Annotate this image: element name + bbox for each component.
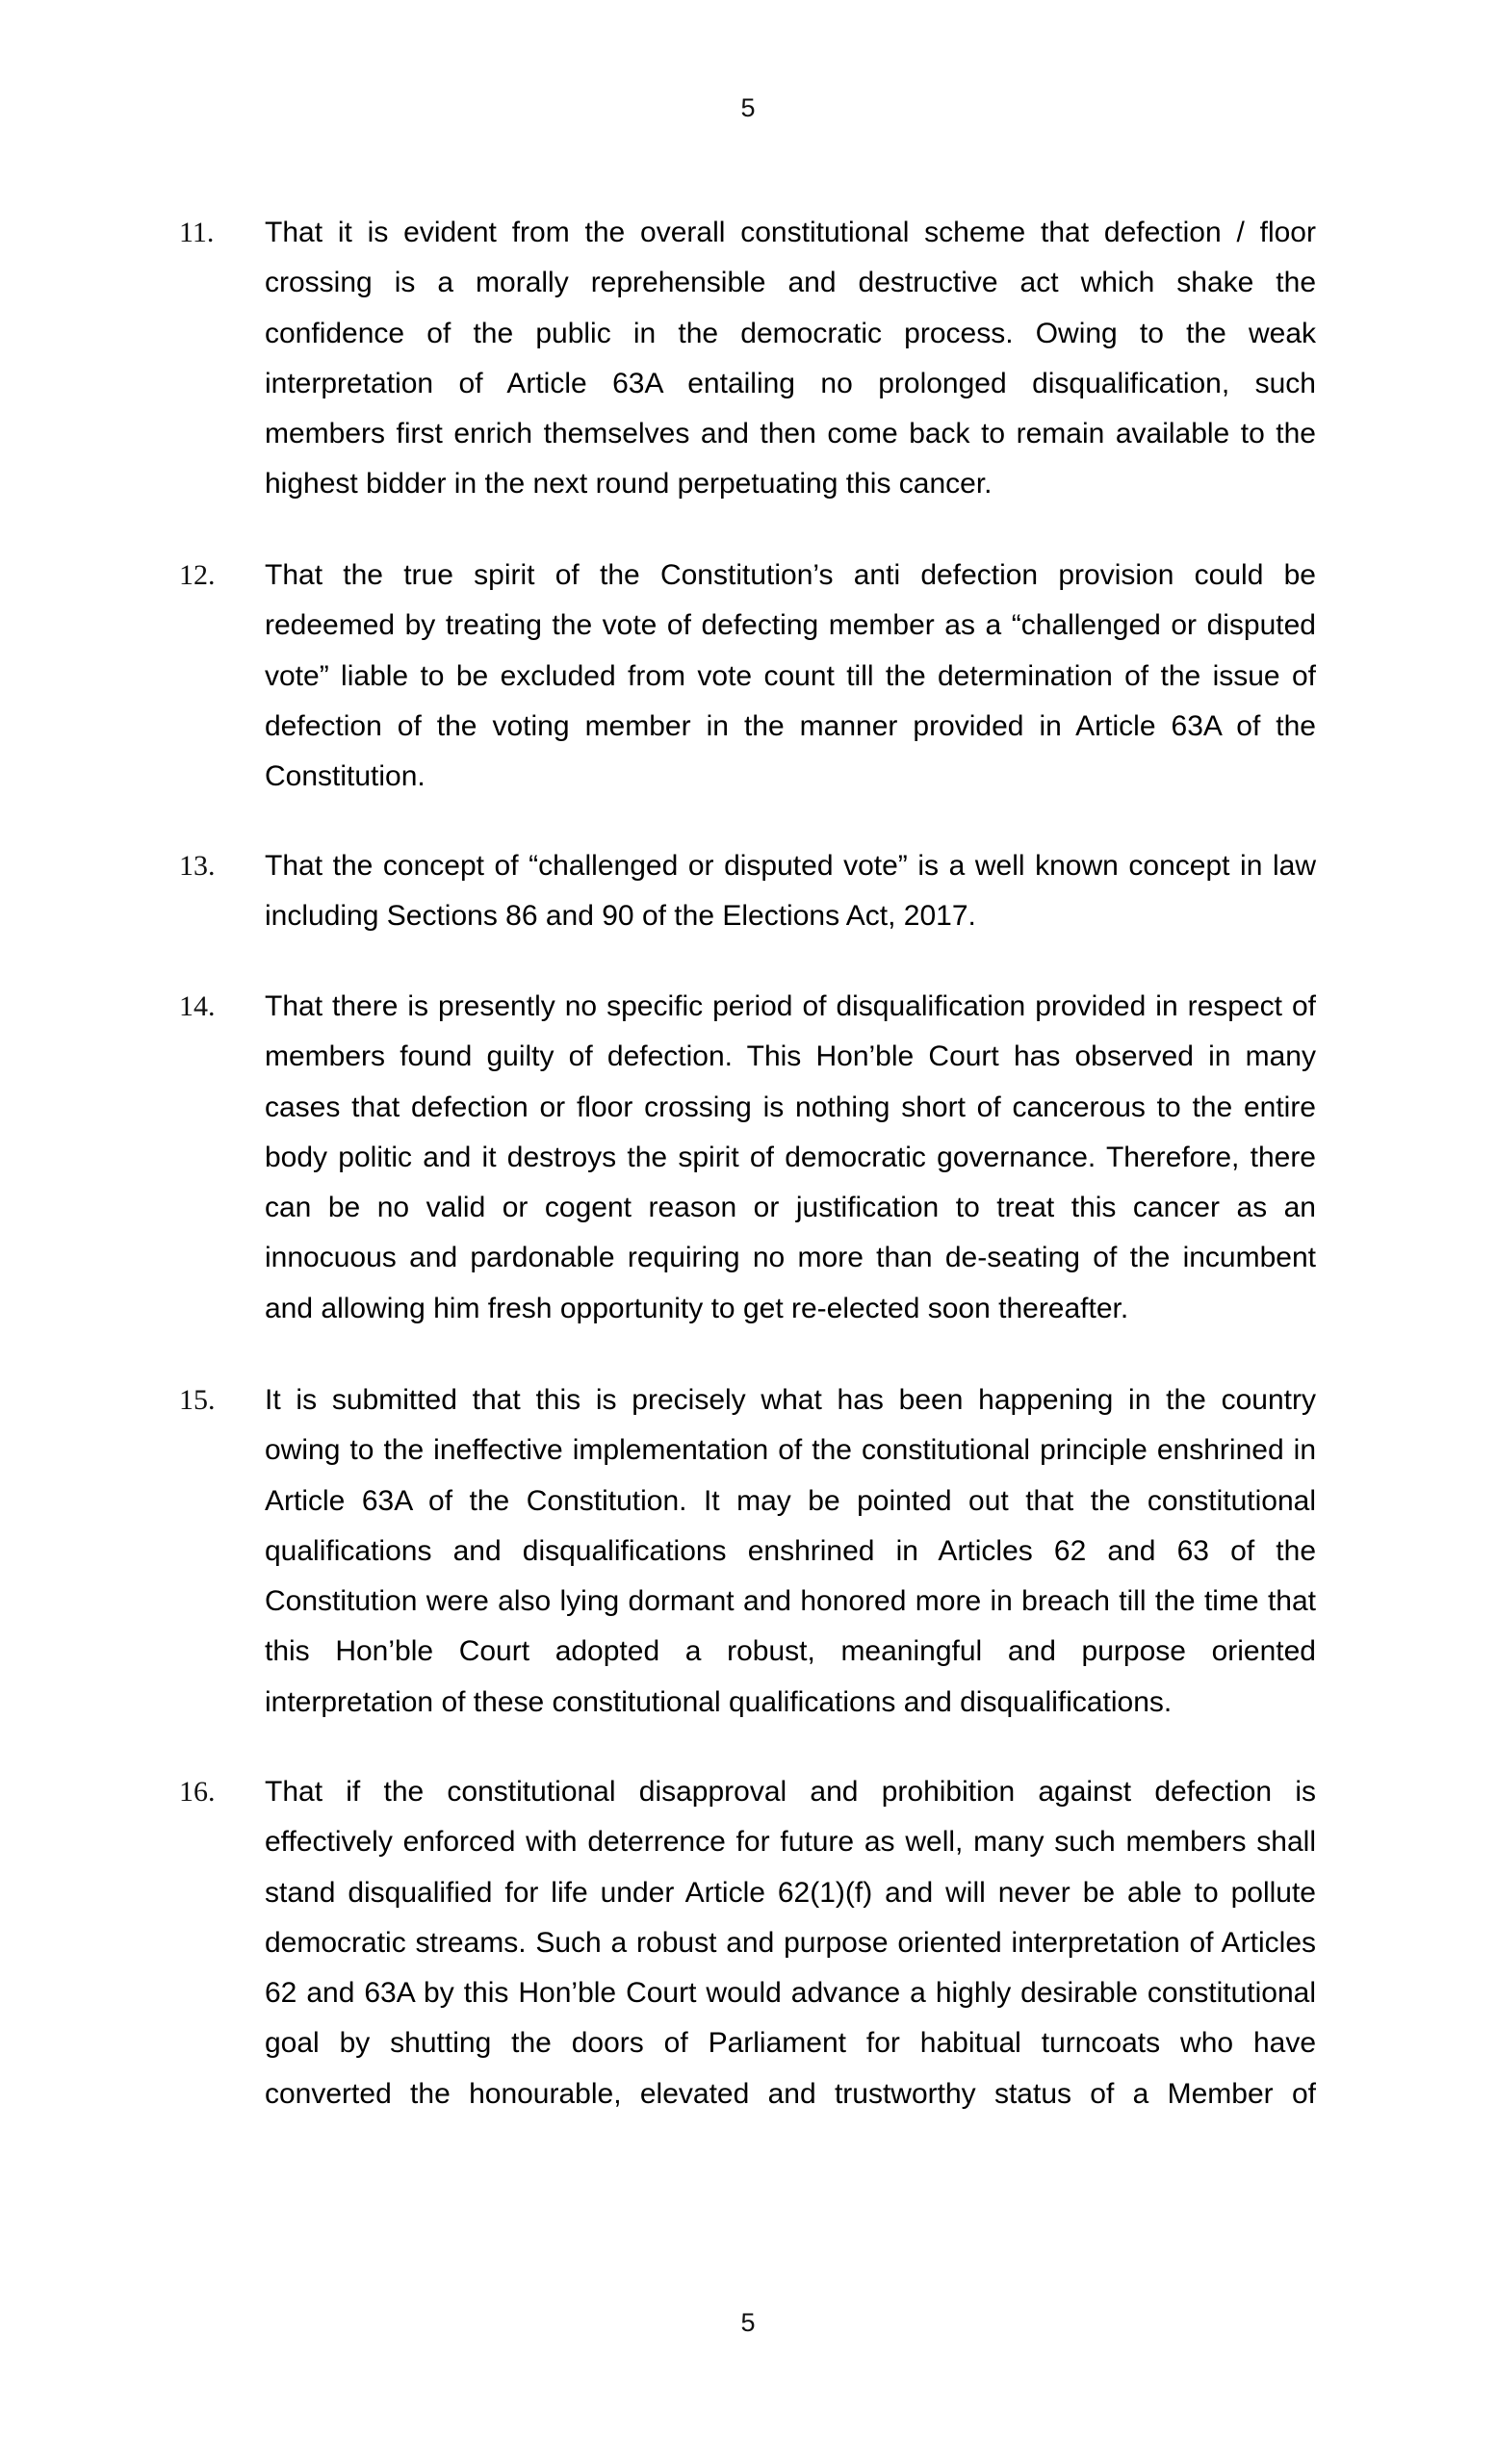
text-line: democratic streams. Such a robust and purpose oriented interpretation of Articles [265, 1926, 1316, 1959]
paragraph-number: 16. [179, 1776, 216, 1808]
text-line: interpretation of these constitutional qualifications and disqualifications. [265, 1685, 1173, 1718]
paragraph-text [265, 551, 1316, 802]
text-line: effectively enforced with deterrence for future as well, many such members shall [265, 1826, 1316, 1859]
text-line: redeemed by treating the vote of defecting member as a “challenged or disputed [265, 609, 1316, 642]
page-number-footer: 5 [740, 2308, 756, 2337]
text-line: members first enrich themselves and then come back to remain available to the [265, 418, 1316, 450]
text-line: innocuous and pardonable requiring no more than de-seating of the incumbent [265, 1242, 1316, 1274]
text-line: including Sections 86 and 90 of the Elections Act, 2017. [265, 900, 976, 933]
text-line: confidence of the public in the democratic process. Owing to the weak [265, 317, 1316, 349]
paragraph-text [265, 1375, 1316, 1728]
text-line: That if the constitutional disapproval and prohibition against defection is [265, 1776, 1316, 1808]
text-line: That the true spirit of the Constitution’s anti defection provision could be [265, 559, 1316, 591]
text-line: 62 and 63A by this Hon’ble Court would advance a highly desirable constitutional [265, 1977, 1316, 2010]
text-line: members found guilty of defection. This Hon’ble Court has observed in many [265, 1040, 1316, 1073]
text-line: cases that defection or floor crossing is nothing short of cancerous to the entire [265, 1091, 1316, 1123]
text-line: crossing is a morally reprehensible and destructive act which shake the [265, 267, 1316, 299]
paragraph-number: 13. [179, 850, 216, 882]
text-line: owing to the ineffective implementation of the constitutional principle enshrined in [265, 1434, 1316, 1467]
text-line: Constitution were also lying dormant and honored more in breach till the time that [265, 1585, 1316, 1618]
text-line: defection of the voting member in the manner provided in Article 63A of the [265, 709, 1316, 742]
paragraph-number: 14. [179, 990, 216, 1022]
paragraph-number: 15. [179, 1384, 216, 1416]
paragraph-text [265, 1767, 1316, 2119]
text-line: That there is presently no specific period of disqualification provided in respect of [265, 990, 1316, 1022]
text-line: Constitution. [265, 760, 426, 793]
page-number-header: 5 [740, 93, 756, 122]
paragraph-text [265, 982, 1316, 1334]
text-line: interpretation of Article 63A entailing no prolonged disqualification, such [265, 367, 1316, 399]
text-line: stand disqualified for life under Article 62(1)(f) and will never be able to pollute [265, 1876, 1316, 1909]
text-line: Article 63A of the Constitution. It may be pointed out that the constitutional [265, 1484, 1316, 1517]
paragraph-text [265, 841, 1316, 942]
text-line: It is submitted that this is precisely what has been happening in the country [265, 1384, 1316, 1416]
text-line: can be no valid or cogent reason or justification to treat this cancer as an [265, 1192, 1316, 1224]
text-line: vote” liable to be excluded from vote count till the determination of the issue of [265, 659, 1316, 692]
paragraph-text [265, 208, 1316, 510]
paragraph-number: 12. [179, 559, 216, 591]
text-line: That the concept of “challenged or disputed vote” is a well known concept in law [265, 850, 1316, 882]
text-line: this Hon’ble Court adopted a robust, meaningful and purpose oriented [265, 1635, 1316, 1668]
text-line: converted the honourable, elevated and trustworthy status of a Member of [265, 2077, 1316, 2110]
text-line: body politic and it destroys the spirit of democratic governance. Therefore, there [265, 1141, 1316, 1173]
text-line: That it is evident from the overall constitutional scheme that defection / floor [265, 217, 1316, 248]
paragraph-number: 11. [179, 217, 215, 248]
text-line: goal by shutting the doors of Parliament for habitual turncoats who have [265, 2027, 1316, 2060]
text-line: qualifications and disqualifications enshrined in Articles 62 and 63 of the [265, 1534, 1316, 1567]
text-line: and allowing him fresh opportunity to get re-elected soon thereafter. [265, 1292, 1129, 1324]
text-line: highest bidder in the next round perpetuating this cancer. [265, 468, 993, 500]
